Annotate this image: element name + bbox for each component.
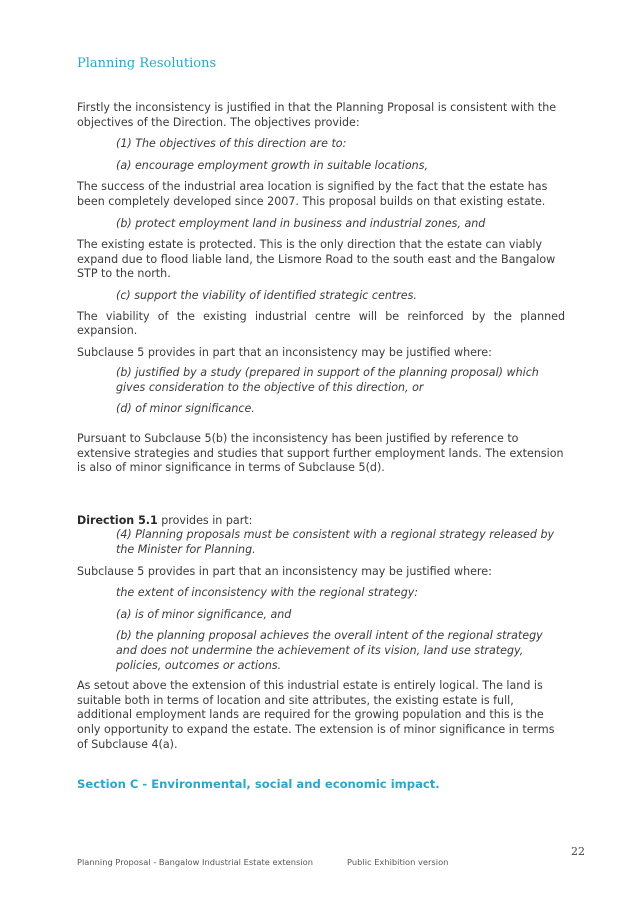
paragraph: The existing estate is protected. This is the only direction that the estate can viably expand due to flood liable land, the Lismore Road to the south east and the Bangalow STP to the north.	[77, 238, 556, 281]
body-content	[77, 101, 565, 752]
paragraph: Subclause 5 provides in part that an inconsistency may be justified where:	[77, 564, 492, 578]
quote: (b) the planning proposal achieves the overall intent of the regional strategy and does not undermine the achievement of its vision, land use strategy, policies, outcomes or actions.	[116, 629, 543, 672]
paragraph: The viability of the existing industrial centre will be reinforced by the planned expansion.	[77, 309, 565, 338]
paragraph: The success of the industrial area location is signified by the fact that the estate has been completely developed since 2007. This proposal builds on that existing estate.	[77, 180, 548, 208]
quote: (1) The objectives of this direction are to:	[116, 137, 347, 151]
direction-rest: provides in part:	[157, 513, 253, 527]
direction-label: Direction 5.1	[77, 513, 158, 527]
footer-document-title: Planning Proposal - Bangalow Industrial Estate extension	[77, 857, 313, 867]
quote: (a) encourage employment growth in suitable locations,	[116, 158, 429, 172]
quote: the extent of inconsistency with the regional strategy:	[116, 586, 419, 600]
direction-intro	[77, 514, 565, 529]
paragraph: Firstly the inconsistency is justified in that the Planning Proposal is consistent with the objectives of the Direction. The objectives provide:	[77, 101, 557, 129]
paragraph: Pursuant to Subclause 5(b) the inconsistency has been justified by reference to extensive strategies and studies that support further employment lands. The extension is also of minor significance in terms of Subclause 5(d).	[77, 432, 564, 475]
quote: (b) justified by a study (prepared in support of the planning proposal) which gives consideration to the objective of this direction, or	[116, 366, 539, 394]
page-number: 22	[571, 845, 585, 858]
paragraph: Subclause 5 provides in part that an inconsistency may be justified where:	[77, 345, 492, 359]
quote: (d) of minor significance.	[116, 401, 255, 415]
page-title: Planning Resolutions	[77, 56, 217, 71]
quote: (4) Planning proposals must be consistent with a regional strategy released by the Minister for Planning.	[116, 528, 555, 557]
quote: (c) support the viability of identified strategic centres.	[116, 288, 417, 302]
quote: (b) protect employment land in business and industrial zones, and	[116, 216, 486, 230]
footer-version: Public Exhibition version	[347, 857, 449, 867]
paragraph: As setout above the extension of this industrial estate is entirely logical. The land is suitable both in terms of location and site attributes, the existing estate is full, additional employment lands are required for the growing population and this is the only opportunity to expand the estate. The extension is of minor significance in terms of Subclause 4(a).	[77, 679, 555, 751]
quote: (a) is of minor significance, and	[116, 607, 292, 621]
section-heading: Section C - Environmental, social and economic impact.	[77, 777, 440, 791]
